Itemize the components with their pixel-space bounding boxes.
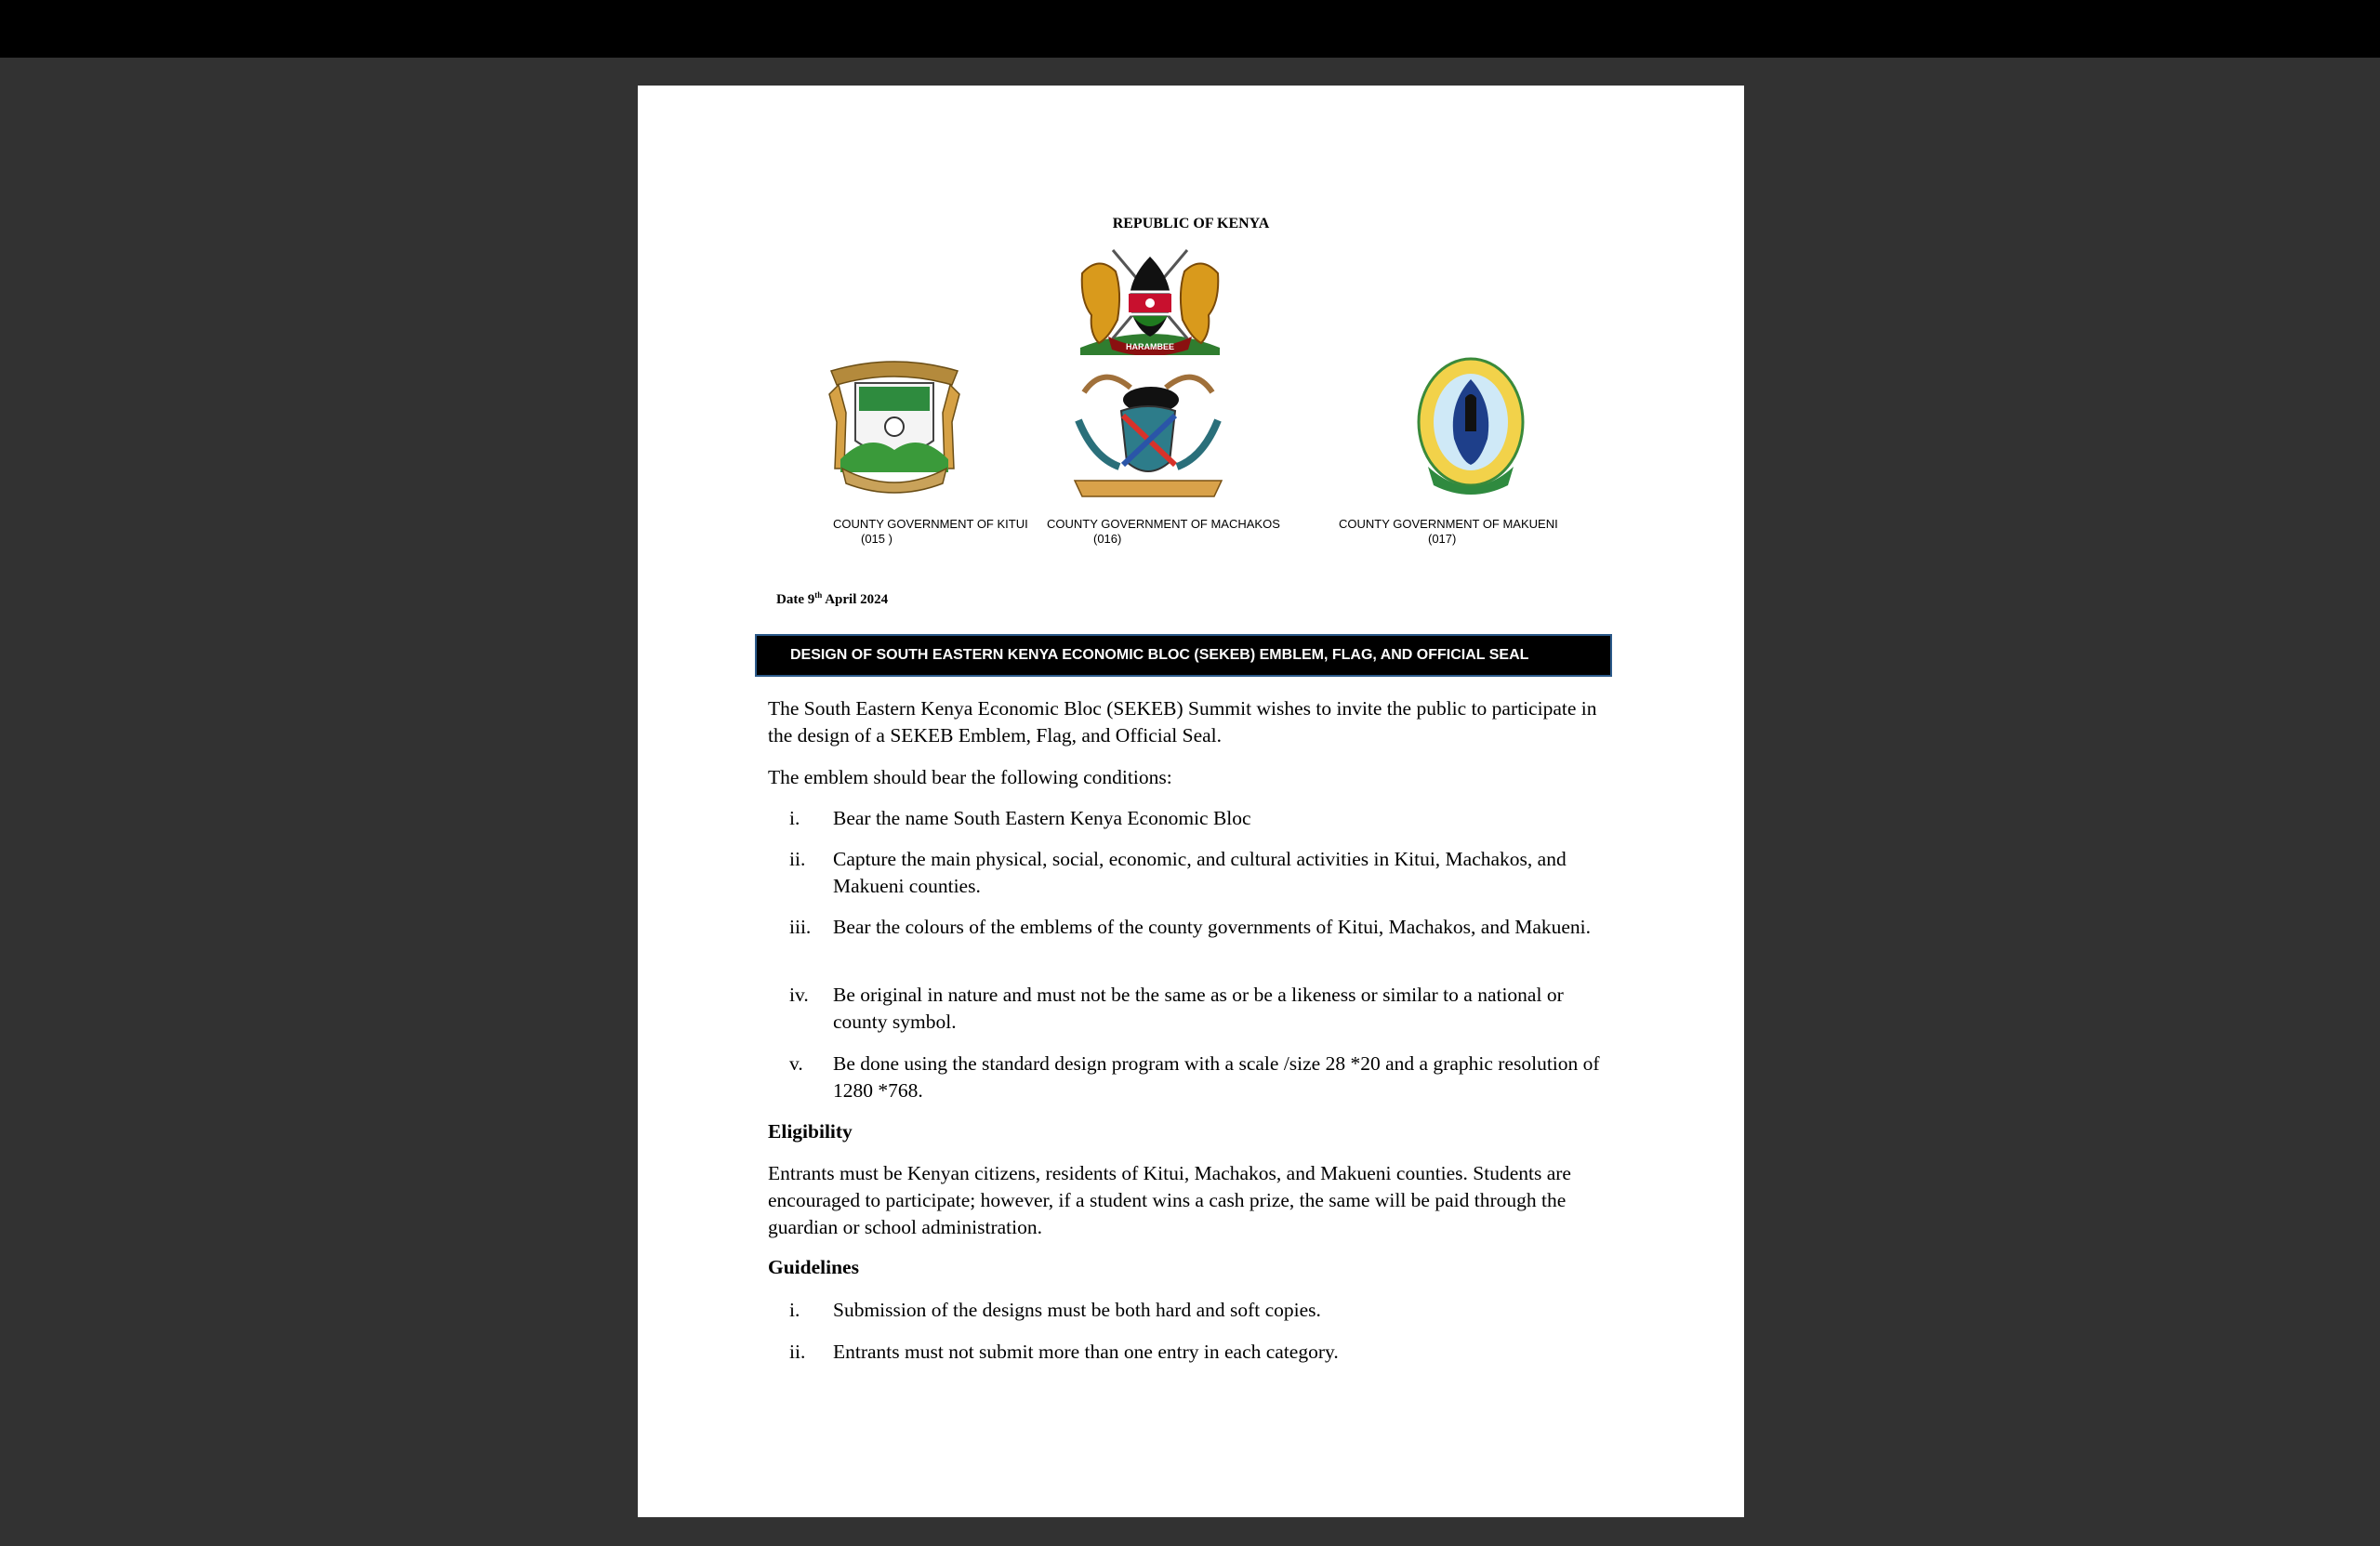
republic-title: REPUBLIC OF KENYA [1112, 216, 1270, 231]
kitui-county-emblem [822, 357, 967, 495]
makueni-county-emblem [1415, 357, 1527, 498]
date-suffix: April 2024 [822, 592, 889, 607]
machakos-county-emblem [1065, 364, 1231, 504]
county-code: (016) [1093, 532, 1122, 546]
list-item: Be done using the standard design program with a scale /size 28 *20 and a graphic resolution of 1280 *768. [833, 1052, 1600, 1102]
list-item-number: i. [789, 1299, 800, 1321]
date-superscript: th [814, 590, 823, 600]
county-name: COUNTY GOVERNMENT OF MACHAKOS [1047, 517, 1280, 531]
list-item-number: iv. [789, 984, 809, 1006]
list-item-number: iii. [789, 916, 812, 938]
list-item: Bear the name South Eastern Kenya Economic Bloc [833, 807, 1251, 829]
county-label-makueni [1339, 517, 1558, 547]
list-item-number: ii. [789, 848, 806, 870]
list-item: Entrants must not submit more than one entry in each category. [833, 1341, 1339, 1363]
eligibility-paragraph: Entrants must be Kenyan citizens, residents of Kitui, Machakos, and Makueni counties. Students are encouraged to participate; however, if a student wins a cash prize, the same will be paid through the guardian or school administration. [768, 1162, 1571, 1238]
county-code: (017) [1428, 532, 1457, 546]
county-code: (015 ) [861, 532, 892, 546]
list-item: Submission of the designs must be both hard and soft copies. [833, 1299, 1321, 1321]
conditions-intro: The emblem should bear the following conditions: [768, 766, 1172, 788]
coat-of-arms-motto: HARAMBEE [1125, 342, 1175, 351]
list-item: Be original in nature and must not be the same as or be a likeness or similar to a national or county symbol. [833, 984, 1564, 1033]
list-item-number: v. [789, 1052, 803, 1075]
list-item-number: i. [789, 807, 800, 829]
guidelines-heading: Guidelines [768, 1256, 859, 1278]
county-label-kitui [833, 517, 1028, 547]
county-name: COUNTY GOVERNMENT OF KITUI [833, 517, 1028, 531]
document-date [776, 590, 888, 608]
county-label-machakos [1047, 517, 1280, 547]
list-item: Bear the colours of the emblems of the county governments of Kitui, Machakos, and Makueni. [833, 916, 1592, 938]
date-prefix: Date 9 [776, 592, 815, 607]
list-item: Capture the main physical, social, economic, and cultural activities in Kitui, Machakos, and Makueni counties. [833, 848, 1567, 897]
viewer-top-bar [0, 0, 2380, 58]
eligibility-heading: Eligibility [768, 1120, 853, 1143]
list-item-number: ii. [789, 1341, 806, 1363]
document-page [638, 86, 1744, 1517]
intro-paragraph: The South Eastern Kenya Economic Bloc (SEKEB) Summit wishes to invite the public to participate in the design of a SEKEB Emblem, Flag, and Official Seal. [768, 697, 1597, 747]
county-name: COUNTY GOVERNMENT OF MAKUENI [1339, 517, 1558, 531]
kenya-coat-of-arms [1071, 245, 1229, 355]
notice-title-banner: DESIGN OF SOUTH EASTERN KENYA ECONOMIC BLOC (SEKEB) EMBLEM, FLAG, AND OFFICIAL SEAL [755, 634, 1612, 677]
